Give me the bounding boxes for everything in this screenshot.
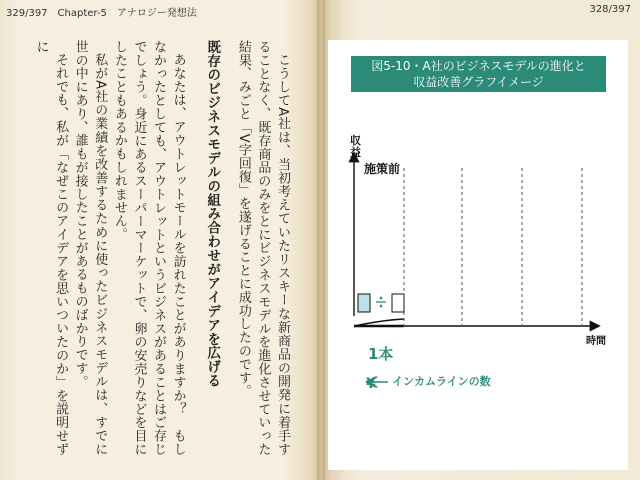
paragraph-2: あなたは、アウトレットモールを訪れたことがありますか？ もしなかったとしても、アウトレットというビジネスがあることはご存じでしょう。身近にあるスーパーマーケットで、卵の安売りなどを目にしたこともあるかもしれません。 — [111, 40, 186, 456]
product-box-2 — [392, 294, 404, 312]
left-page-body — [30, 40, 292, 456]
income-line-count-label: インカムラインの数 — [392, 375, 491, 388]
figure-title-line-1: 図5-10・A社のビジネスモデルの進化と — [371, 59, 586, 73]
product-box — [358, 294, 370, 312]
figure-title-line-2: 収益改善グラフイメージ — [413, 75, 544, 89]
before-label: 施策前 — [364, 162, 401, 176]
y-axis-label-2: 益 — [350, 146, 361, 159]
yen-icon: ¥ — [366, 376, 376, 392]
section-heading: 既存のビジネスモデルの組み合わせがアイデアを広げる — [204, 40, 221, 388]
paragraph-1: こうしてA社は、当初考えていたリスキーな新商品の開発に着手することなく、既存商品のみをとにビジネスモデルを進化させていった結果、みごと「V字回復」を遂げることに成功したのです。 — [235, 40, 290, 456]
y-axis-label-1: 収 — [350, 134, 361, 147]
right-page-header: 328/397 — [589, 4, 631, 15]
divide-symbol — [376, 297, 386, 308]
book-spine — [317, 0, 325, 480]
one-line-label: 1本 — [368, 345, 394, 363]
left-page-header: 329/397 Chapter-5 アナロジー発想法 — [6, 8, 197, 19]
x-axis-label: 時間 — [586, 336, 606, 347]
paragraph-3: 私がA社の業績を改善するために使ったビジネスモデルは、すでに世の中にあり、誰もが接したことがあるものばかりです。 — [72, 40, 108, 456]
paragraph-4: それでも、私が「なぜこのアイデアを思いついたのか」を説明せずに — [33, 40, 69, 456]
